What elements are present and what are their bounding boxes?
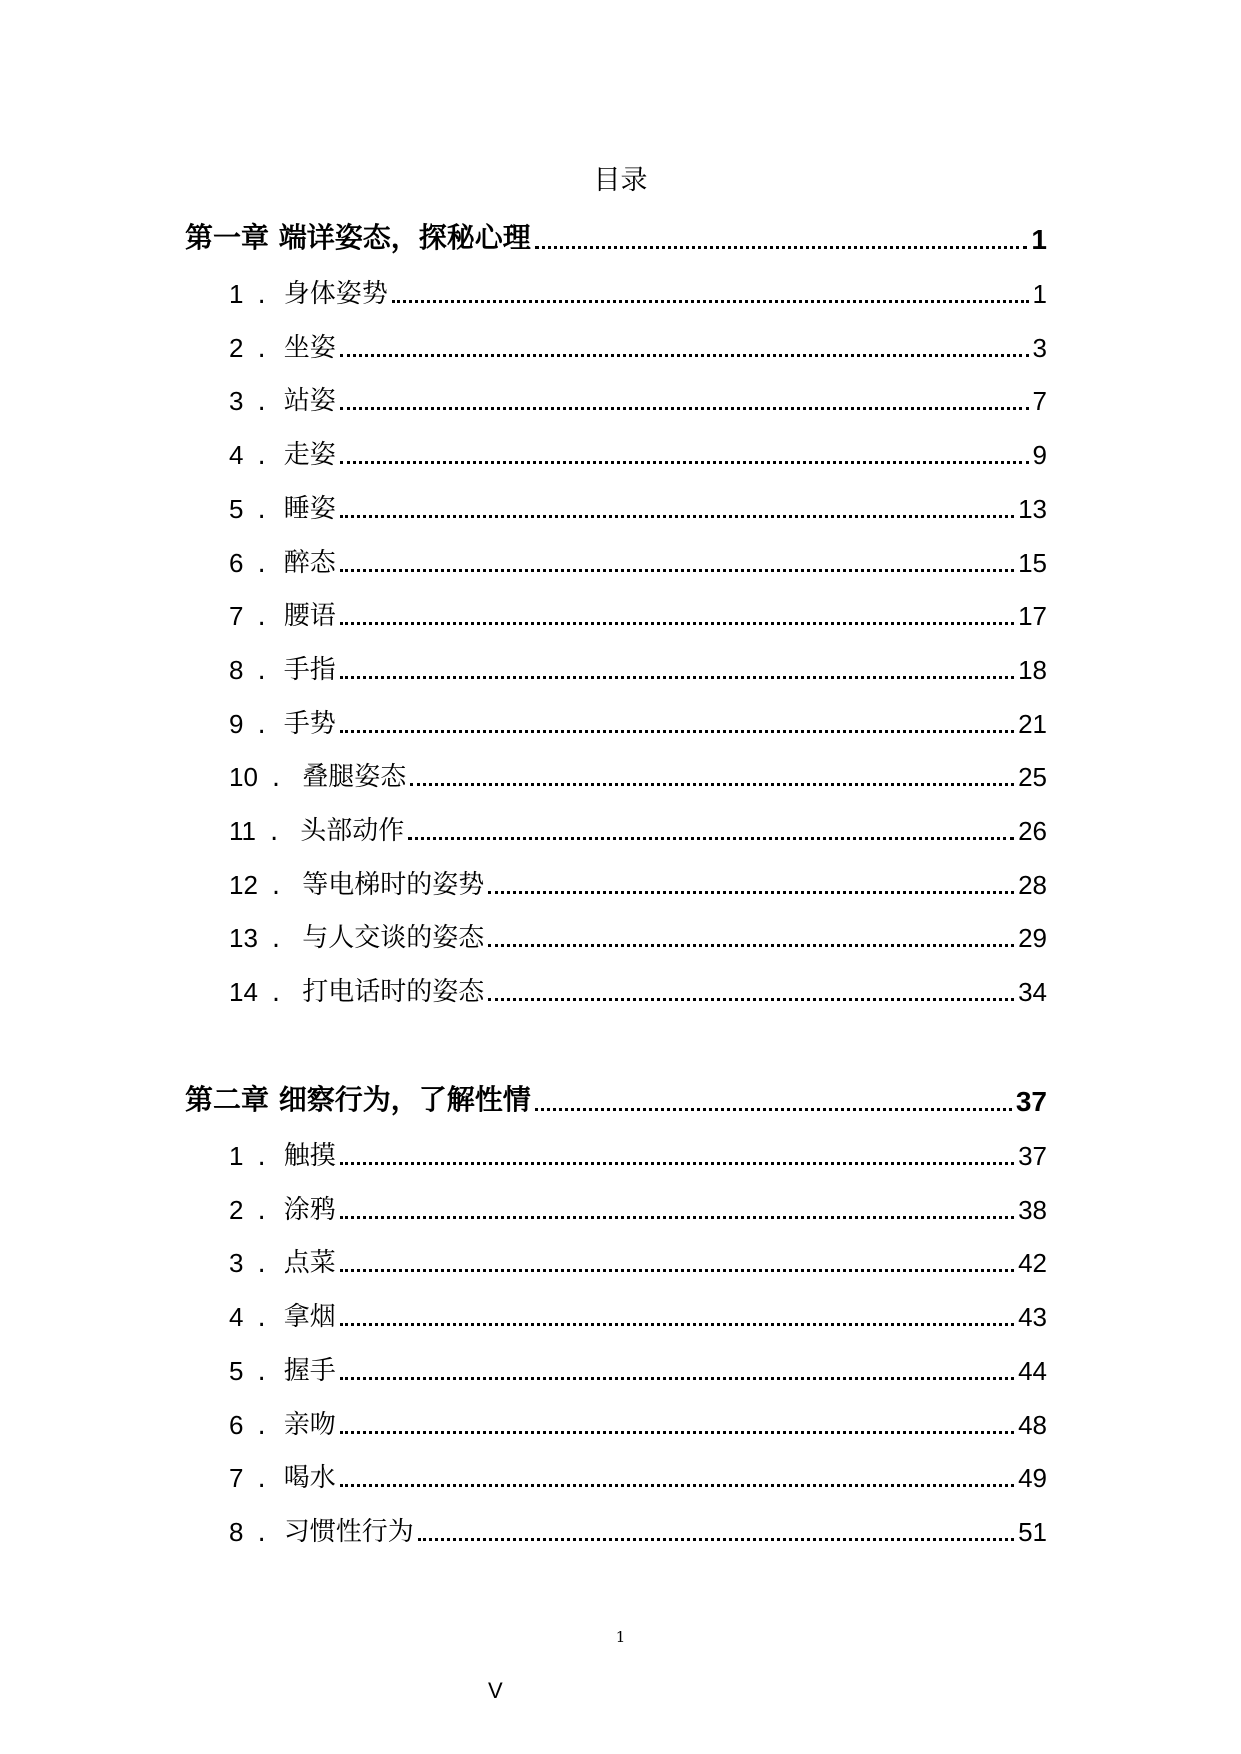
entry-title: 握手 [283, 1355, 336, 1386]
toc-entry[interactable] [0, 914, 1241, 954]
entry-title: 坐姿 [283, 332, 336, 363]
entry-page-number: 28 [1018, 869, 1047, 900]
entry-title: 亲吻 [283, 1409, 336, 1440]
entry-number: 13 [229, 923, 258, 954]
entry-page-number: 29 [1018, 923, 1047, 954]
dot-leader [340, 1431, 1014, 1434]
entry-number: 6 [229, 1409, 244, 1440]
entry-page-number: 9 [1032, 440, 1047, 471]
dot-leader [410, 783, 1014, 786]
entry-page-number: 1 [1032, 279, 1047, 309]
entry-title: 拿烟 [283, 1302, 336, 1333]
dot-leader [418, 1538, 1014, 1541]
entry-number: 10 [229, 762, 258, 793]
entry-page-number: 17 [1018, 601, 1047, 632]
footer-page-number: 1 [615, 1628, 626, 1646]
toc-entry[interactable] [0, 377, 1241, 417]
entry-number: 12 [229, 869, 258, 900]
entry-number-separator: . [271, 924, 281, 955]
dot-leader [340, 354, 1029, 357]
toc-entry[interactable] [0, 1401, 1241, 1441]
entry-page-number: 3 [1032, 332, 1047, 363]
entry-title: 身体姿势 [283, 279, 388, 309]
toc-entry[interactable] [0, 646, 1241, 686]
entry-number-separator: . [257, 280, 266, 310]
entry-number: 4 [229, 1302, 244, 1333]
entry-number: 2 [229, 1194, 244, 1225]
entry-title: 头部动作 [300, 816, 405, 846]
entry-page-number: 43 [1018, 1302, 1047, 1333]
entry-title: 走姿 [283, 440, 336, 471]
entry-title: 喝水 [283, 1463, 336, 1494]
entry-page-number: 48 [1018, 1409, 1047, 1440]
entry-number: 5 [229, 493, 244, 524]
toc-entry[interactable] [0, 968, 1241, 1008]
entry-page-number: 21 [1018, 708, 1047, 739]
entry-page-number: 34 [1018, 977, 1047, 1008]
entry-title: 触摸 [283, 1141, 336, 1171]
entry-number-separator: . [257, 1410, 266, 1441]
entry-number: 3 [229, 1248, 244, 1279]
toc-chapter-entry[interactable] [0, 216, 1241, 256]
toc-entry[interactable] [0, 592, 1241, 632]
entry-number-separator: . [271, 870, 281, 901]
entry-number-separator: . [257, 494, 266, 525]
dot-leader [488, 891, 1014, 894]
entry-number-separator: . [257, 387, 266, 418]
toc-entry[interactable] [0, 324, 1241, 364]
entry-title: 叠腿姿态 [302, 762, 407, 793]
entry-title: 打电话时的姿态 [302, 977, 485, 1008]
entry-page-number: 15 [1018, 547, 1047, 578]
entry-title: 睡姿 [283, 493, 336, 524]
entry-number-separator: . [257, 1249, 266, 1280]
entry-number-separator: . [257, 1517, 266, 1548]
dot-leader [392, 300, 1029, 303]
entry-number-separator: . [257, 602, 266, 633]
dot-leader [340, 676, 1014, 679]
entry-number-separator: . [257, 1464, 266, 1495]
dot-leader [535, 246, 1028, 249]
entry-number-separator: . [271, 978, 281, 1009]
entry-number: 8 [229, 654, 244, 685]
entry-number: 14 [229, 977, 258, 1008]
toc-entry[interactable] [0, 1347, 1241, 1387]
entry-page-number: 38 [1018, 1194, 1047, 1225]
entry-title: 站姿 [283, 386, 336, 417]
entry-title: 手指 [283, 654, 336, 685]
entry-number-separator: . [257, 709, 266, 740]
entry-title: 涂鸦 [283, 1194, 336, 1225]
entry-number: 2 [229, 332, 244, 363]
dot-leader [340, 1484, 1014, 1487]
chapter-title: 第一章 端详姿态，探秘心理 [185, 221, 531, 254]
dot-leader [340, 407, 1029, 410]
entry-title: 习惯性行为 [283, 1516, 414, 1547]
entry-title: 点菜 [283, 1248, 336, 1279]
entry-page-number: 25 [1018, 762, 1047, 793]
toc-entry[interactable] [0, 1454, 1241, 1494]
toc-entry[interactable] [0, 700, 1241, 740]
dot-leader [535, 1108, 1012, 1111]
entry-number: 3 [229, 386, 244, 417]
entry-title: 与人交谈的姿态 [302, 923, 485, 954]
entry-number: 7 [229, 1463, 244, 1494]
dot-leader [340, 461, 1029, 464]
dot-leader [340, 1323, 1014, 1326]
dot-leader [488, 998, 1014, 1001]
dot-leader [340, 1269, 1014, 1272]
dot-leader [488, 944, 1014, 947]
dot-leader [340, 569, 1014, 572]
entry-page-number: 18 [1018, 654, 1047, 685]
toc-entry[interactable] [0, 807, 1241, 847]
entry-number: 1 [229, 279, 244, 309]
toc-entry[interactable] [0, 270, 1241, 310]
toc-entry[interactable] [0, 1293, 1241, 1333]
entry-number-separator: . [271, 763, 281, 794]
dot-leader [340, 730, 1014, 733]
dot-leader [408, 837, 1014, 840]
toc-entry[interactable] [0, 1239, 1241, 1279]
entry-page-number: 51 [1018, 1516, 1047, 1547]
toc-entry[interactable] [0, 539, 1241, 579]
toc-entry[interactable] [0, 753, 1241, 793]
entry-number-separator: . [257, 655, 266, 686]
entry-title: 等电梯时的姿势 [302, 869, 485, 900]
entry-number-separator: . [257, 441, 266, 472]
dot-leader [340, 1377, 1014, 1380]
toc-entry[interactable] [0, 1508, 1241, 1548]
entry-number: 11 [229, 816, 256, 846]
entry-page-number: 13 [1018, 493, 1047, 524]
entry-number-separator: . [257, 1142, 266, 1172]
dot-leader [340, 515, 1014, 518]
toc-entry[interactable] [0, 485, 1241, 525]
entry-number-separator: . [257, 1356, 266, 1387]
toc-entry[interactable] [0, 1186, 1241, 1226]
toc-entry[interactable] [0, 431, 1241, 471]
entry-number: 1 [229, 1141, 244, 1171]
entry-number: 5 [229, 1355, 244, 1386]
entry-page-number: 37 [1018, 1141, 1047, 1171]
dot-leader [340, 1162, 1014, 1165]
entry-number: 7 [229, 601, 244, 632]
entry-number-separator: . [257, 1195, 266, 1226]
toc-chapter-entry[interactable] [0, 1078, 1241, 1118]
chapter-title: 第二章 细察行为，了解性情 [185, 1083, 531, 1116]
entry-number-separator: . [257, 333, 266, 364]
entry-number: 9 [229, 708, 244, 739]
entry-number: 8 [229, 1516, 244, 1547]
entry-number-separator: . [270, 817, 279, 847]
dot-leader [340, 1216, 1014, 1219]
entry-title: 腰语 [283, 601, 336, 632]
entry-page-number: 49 [1018, 1463, 1047, 1494]
entry-number: 6 [229, 547, 244, 578]
entry-page-number: 7 [1032, 386, 1047, 417]
chapter-page-number: 1 [1031, 224, 1047, 255]
chapter-page-number: 37 [1015, 1086, 1047, 1117]
entry-page-number: 26 [1018, 816, 1047, 846]
entry-number: 4 [229, 440, 244, 471]
roman-page-number: V [488, 1678, 503, 1703]
dot-leader [340, 622, 1014, 625]
toc-title: 目录 [593, 165, 648, 196]
entry-page-number: 44 [1018, 1355, 1047, 1386]
toc-entry[interactable] [0, 1132, 1241, 1172]
entry-number-separator: . [257, 548, 266, 579]
entry-number-separator: . [257, 1303, 266, 1334]
entry-title: 手势 [283, 708, 336, 739]
toc-entry[interactable] [0, 861, 1241, 901]
entry-title: 醉态 [283, 547, 336, 578]
entry-page-number: 42 [1018, 1248, 1047, 1279]
